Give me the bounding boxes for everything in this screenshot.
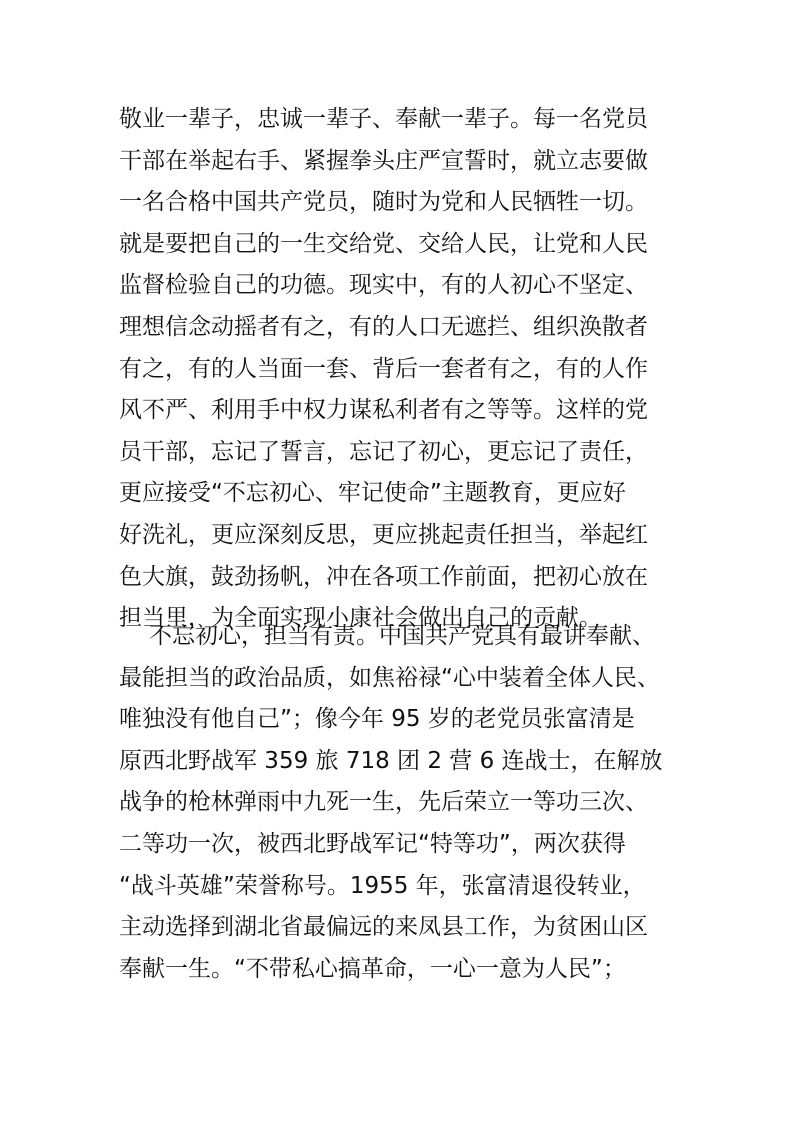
text-line: 员干部，忘记了誓言，忘记了初心，更忘记了责任， <box>119 438 648 465</box>
text-line: 就是要把自己的一生交给党、交给人民，让党和人民 <box>119 230 648 257</box>
text-line: 理想信念动摇者有之，有的人口无遮拦、组织涣散者 <box>119 313 648 340</box>
text-line: 更应接受“不忘初心、牢记使命”主题教育，更应好 <box>119 480 626 507</box>
text-line: 奉献一生。“不带私心搞革命，一心一意为人民”； <box>119 955 626 982</box>
text-line: 好洗礼，更应深刻反思，更应挑起责任担当，举起红 <box>119 521 648 548</box>
text-line: 色大旗，鼓劲扬帆，冲在各项工作前面，把初心放在 <box>119 563 648 590</box>
text-line: 唯独没有他自己”；像今年 95 岁的老党员张富清是 <box>119 706 635 733</box>
text-line: 二等功一次，被西北野战军记“特等功”，两次获得 <box>119 830 626 857</box>
text-line: “战斗英雄”荣誉称号。1955 年，张富清退役转业， <box>119 872 646 899</box>
text-line: 原西北野战军 359 旅 718 团 2 营 6 连战士，在解放 <box>119 747 663 774</box>
paragraph-2 <box>119 616 679 990</box>
text-line: 一名合格中国共产党员，随时为党和人民牺牲一切。 <box>119 189 648 216</box>
text-line: 有之，有的人当面一套、背后一套者有之，有的人作 <box>119 355 648 382</box>
paragraph-1 <box>119 99 679 640</box>
text-line: 主动选择到湖北省最偏远的来凤县工作，为贫困山区 <box>119 914 648 941</box>
text-line: 风不严、利用手中权力谋私利者有之等等。这样的党 <box>119 397 648 424</box>
text-line: 战争的枪林弹雨中九死一生，先后荣立一等功三次、 <box>119 789 648 816</box>
text-line-indented: 不忘初心，担当有责。中国共产党具有最讲奉献、 <box>149 623 655 649</box>
text-line: 监督检验自己的功德。现实中，有的人初心不坚定、 <box>119 272 648 299</box>
text-line: 敬业一辈子，忠诚一辈子、奉献一辈子。每一名党员 <box>119 106 648 132</box>
text-line: 干部在举起右手、紧握拳头庄严宣誓时，就立志要做 <box>119 147 648 174</box>
text-line: 担当里，为全面实现小康社会做出自己的贡献。 <box>119 605 602 632</box>
text-line: 最能担当的政治品质，如焦裕禄“心中装着全体人民、 <box>119 664 660 691</box>
